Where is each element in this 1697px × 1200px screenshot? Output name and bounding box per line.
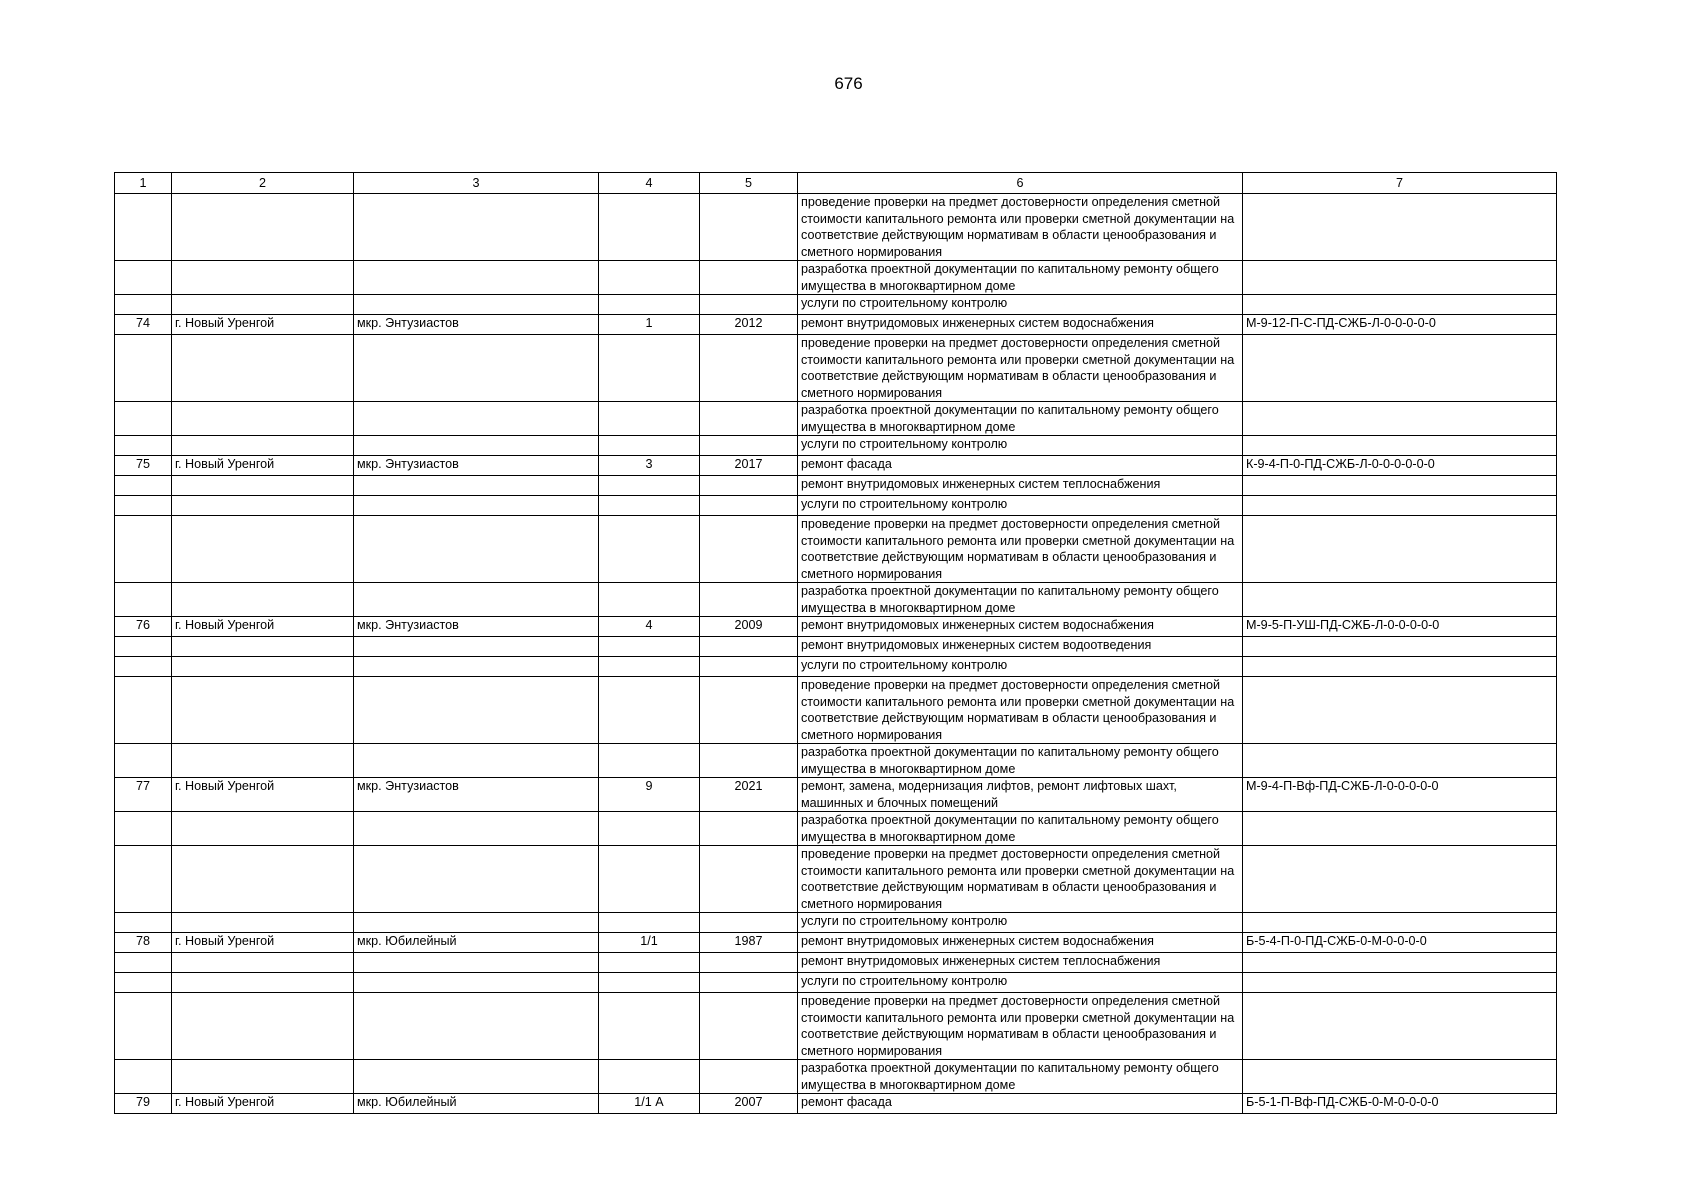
capital-repair-table — [114, 172, 1557, 1114]
cell-district — [354, 812, 599, 846]
cell-house-number — [599, 913, 700, 933]
cell-district — [354, 335, 599, 402]
cell-building-code — [1243, 583, 1557, 617]
table-row — [115, 402, 1557, 436]
cell-city — [172, 496, 354, 516]
cell-work-type: ремонт внутридомовых инженерных систем водоснабжения — [798, 933, 1243, 953]
column-header-6: 6 — [798, 173, 1243, 194]
cell-city — [172, 637, 354, 657]
table-row — [115, 194, 1557, 261]
table-row — [115, 295, 1557, 315]
cell-house-number — [599, 846, 700, 913]
cell-year — [700, 953, 798, 973]
cell-building-code: М-9-5-П-УШ-ПД-СЖБ-Л-0-0-0-0-0 — [1243, 617, 1557, 637]
cell-work-type: разработка проектной документации по капитальному ремонту общего имущества в многоквартирном доме — [798, 744, 1243, 778]
cell-building-code — [1243, 744, 1557, 778]
cell-city — [172, 1060, 354, 1094]
cell-house-number — [599, 583, 700, 617]
cell-year — [700, 846, 798, 913]
cell-house-number — [599, 496, 700, 516]
cell-house-number — [599, 476, 700, 496]
cell-house-number: 1/1 А — [599, 1094, 700, 1114]
cell-building-code: М-9-12-П-С-ПД-СЖБ-Л-0-0-0-0-0 — [1243, 315, 1557, 335]
cell-city — [172, 295, 354, 315]
cell-year — [700, 516, 798, 583]
table-row — [115, 993, 1557, 1060]
cell-city — [172, 583, 354, 617]
cell-district — [354, 583, 599, 617]
cell-work-type: разработка проектной документации по капитальному ремонту общего имущества в многоквартирном доме — [798, 583, 1243, 617]
cell-work-type: разработка проектной документации по капитальному ремонту общего имущества в многоквартирном доме — [798, 812, 1243, 846]
cell-city — [172, 261, 354, 295]
cell-building-code — [1243, 993, 1557, 1060]
cell-district — [354, 973, 599, 993]
table-body — [115, 173, 1557, 1114]
cell-house-number — [599, 261, 700, 295]
cell-year — [700, 335, 798, 402]
cell-district: мкр. Энтузиастов — [354, 456, 599, 476]
cell-work-type: услуги по строительному контролю — [798, 436, 1243, 456]
cell-work-type: услуги по строительному контролю — [798, 496, 1243, 516]
cell-city — [172, 993, 354, 1060]
cell-work-type: услуги по строительному контролю — [798, 973, 1243, 993]
cell-building-code — [1243, 496, 1557, 516]
cell-city — [172, 516, 354, 583]
cell-work-type: ремонт внутридомовых инженерных систем теплоснабжения — [798, 953, 1243, 973]
column-header-5: 5 — [700, 173, 798, 194]
cell-building-code — [1243, 677, 1557, 744]
cell-house-number — [599, 677, 700, 744]
cell-district: мкр. Энтузиастов — [354, 315, 599, 335]
cell-house-number — [599, 973, 700, 993]
cell-year — [700, 261, 798, 295]
cell-city — [172, 335, 354, 402]
cell-city — [172, 657, 354, 677]
cell-row-number — [115, 812, 172, 846]
cell-district — [354, 1060, 599, 1094]
cell-house-number — [599, 953, 700, 973]
cell-year — [700, 194, 798, 261]
cell-year — [700, 677, 798, 744]
cell-city — [172, 194, 354, 261]
cell-house-number: 4 — [599, 617, 700, 637]
cell-work-type: ремонт внутридомовых инженерных систем водоснабжения — [798, 617, 1243, 637]
table-row — [115, 744, 1557, 778]
column-header-4: 4 — [599, 173, 700, 194]
cell-city — [172, 913, 354, 933]
cell-row-number — [115, 953, 172, 973]
cell-building-code — [1243, 194, 1557, 261]
cell-year: 2009 — [700, 617, 798, 637]
cell-building-code — [1243, 476, 1557, 496]
cell-building-code — [1243, 953, 1557, 973]
cell-city: г. Новый Уренгой — [172, 778, 354, 812]
table-row — [115, 583, 1557, 617]
table-row — [115, 778, 1557, 812]
cell-city: г. Новый Уренгой — [172, 1094, 354, 1114]
cell-row-number — [115, 476, 172, 496]
table-row — [115, 677, 1557, 744]
cell-building-code: М-9-4-П-Вф-ПД-СЖБ-Л-0-0-0-0-0 — [1243, 778, 1557, 812]
cell-row-number: 74 — [115, 315, 172, 335]
column-header-7: 7 — [1243, 173, 1557, 194]
cell-year — [700, 402, 798, 436]
cell-building-code — [1243, 516, 1557, 583]
cell-row-number — [115, 744, 172, 778]
cell-row-number: 79 — [115, 1094, 172, 1114]
cell-city — [172, 476, 354, 496]
cell-year: 2007 — [700, 1094, 798, 1114]
cell-district — [354, 295, 599, 315]
cell-work-type: проведение проверки на предмет достоверности определения сметной стоимости капитального ремонта или проверки сметной документации на соответствие действующим нормативам в области ценообразования и сметного нормирования — [798, 993, 1243, 1060]
page-number: 676 — [834, 74, 863, 93]
cell-building-code — [1243, 846, 1557, 913]
cell-year — [700, 637, 798, 657]
cell-row-number: 78 — [115, 933, 172, 953]
cell-city — [172, 677, 354, 744]
cell-district — [354, 744, 599, 778]
cell-year: 2021 — [700, 778, 798, 812]
cell-city — [172, 744, 354, 778]
cell-work-type: услуги по строительному контролю — [798, 913, 1243, 933]
cell-district — [354, 637, 599, 657]
cell-house-number — [599, 993, 700, 1060]
table-row — [115, 496, 1557, 516]
table-row — [115, 617, 1557, 637]
cell-house-number — [599, 436, 700, 456]
cell-work-type: услуги по строительному контролю — [798, 295, 1243, 315]
cell-row-number — [115, 496, 172, 516]
cell-district — [354, 846, 599, 913]
table-row — [115, 476, 1557, 496]
cell-year — [700, 913, 798, 933]
cell-building-code — [1243, 295, 1557, 315]
cell-year — [700, 657, 798, 677]
table-row — [115, 973, 1557, 993]
cell-city — [172, 812, 354, 846]
table-row — [115, 657, 1557, 677]
cell-row-number: 75 — [115, 456, 172, 476]
cell-year — [700, 744, 798, 778]
cell-year — [700, 476, 798, 496]
cell-row-number — [115, 657, 172, 677]
cell-row-number — [115, 846, 172, 913]
cell-row-number — [115, 295, 172, 315]
table-row — [115, 516, 1557, 583]
cell-row-number: 76 — [115, 617, 172, 637]
table-row — [115, 456, 1557, 476]
cell-house-number: 3 — [599, 456, 700, 476]
cell-building-code — [1243, 402, 1557, 436]
cell-house-number — [599, 194, 700, 261]
cell-district — [354, 261, 599, 295]
cell-house-number: 9 — [599, 778, 700, 812]
cell-house-number: 1 — [599, 315, 700, 335]
cell-house-number — [599, 402, 700, 436]
cell-year — [700, 496, 798, 516]
cell-work-type: услуги по строительному контролю — [798, 657, 1243, 677]
cell-row-number — [115, 516, 172, 583]
cell-work-type: ремонт фасада — [798, 456, 1243, 476]
table-row — [115, 261, 1557, 295]
cell-row-number: 77 — [115, 778, 172, 812]
cell-row-number — [115, 973, 172, 993]
cell-row-number — [115, 993, 172, 1060]
cell-city — [172, 973, 354, 993]
cell-city: г. Новый Уренгой — [172, 315, 354, 335]
cell-work-type: проведение проверки на предмет достоверности определения сметной стоимости капитального ремонта или проверки сметной документации на соответствие действующим нормативам в области ценообразования и сметного нормирования — [798, 846, 1243, 913]
cell-year — [700, 812, 798, 846]
cell-district — [354, 953, 599, 973]
cell-work-type: ремонт внутридомовых инженерных систем водоотведения — [798, 637, 1243, 657]
column-header-3: 3 — [354, 173, 599, 194]
cell-year — [700, 1060, 798, 1094]
cell-district — [354, 496, 599, 516]
table-row — [115, 846, 1557, 913]
cell-year — [700, 436, 798, 456]
cell-city — [172, 953, 354, 973]
cell-city: г. Новый Уренгой — [172, 456, 354, 476]
table-row — [115, 933, 1557, 953]
cell-building-code — [1243, 637, 1557, 657]
cell-house-number — [599, 744, 700, 778]
cell-building-code — [1243, 657, 1557, 677]
cell-district — [354, 476, 599, 496]
cell-district — [354, 516, 599, 583]
cell-row-number — [115, 677, 172, 744]
cell-district: мкр. Юбилейный — [354, 933, 599, 953]
cell-city — [172, 846, 354, 913]
cell-work-type: проведение проверки на предмет достоверности определения сметной стоимости капитального ремонта или проверки сметной документации на соответствие действующим нормативам в области ценообразования и сметного нормирования — [798, 194, 1243, 261]
cell-row-number — [115, 1060, 172, 1094]
cell-year: 1987 — [700, 933, 798, 953]
cell-work-type: проведение проверки на предмет достоверности определения сметной стоимости капитального ремонта или проверки сметной документации на соответствие действующим нормативам в области ценообразования и сметного нормирования — [798, 516, 1243, 583]
cell-row-number — [115, 194, 172, 261]
table-row — [115, 812, 1557, 846]
cell-district — [354, 993, 599, 1060]
cell-building-code — [1243, 913, 1557, 933]
cell-building-code — [1243, 1060, 1557, 1094]
cell-row-number — [115, 583, 172, 617]
cell-year — [700, 583, 798, 617]
table-row — [115, 315, 1557, 335]
cell-work-type: разработка проектной документации по капитальному ремонту общего имущества в многоквартирном доме — [798, 402, 1243, 436]
cell-work-type: ремонт внутридомовых инженерных систем теплоснабжения — [798, 476, 1243, 496]
cell-row-number — [115, 436, 172, 456]
cell-year: 2012 — [700, 315, 798, 335]
cell-building-code — [1243, 812, 1557, 846]
cell-building-code — [1243, 335, 1557, 402]
cell-district — [354, 194, 599, 261]
cell-year — [700, 993, 798, 1060]
cell-year — [700, 973, 798, 993]
column-header-1: 1 — [115, 173, 172, 194]
cell-house-number — [599, 1060, 700, 1094]
cell-house-number — [599, 657, 700, 677]
cell-row-number — [115, 402, 172, 436]
cell-city: г. Новый Уренгой — [172, 933, 354, 953]
table-row — [115, 953, 1557, 973]
cell-city: г. Новый Уренгой — [172, 617, 354, 637]
table-row — [115, 1060, 1557, 1094]
table-row — [115, 436, 1557, 456]
table-row — [115, 1094, 1557, 1114]
cell-row-number — [115, 637, 172, 657]
cell-building-code — [1243, 973, 1557, 993]
cell-district: мкр. Энтузиастов — [354, 617, 599, 637]
cell-district — [354, 436, 599, 456]
cell-district — [354, 657, 599, 677]
cell-district: мкр. Энтузиастов — [354, 778, 599, 812]
cell-district — [354, 677, 599, 744]
cell-district: мкр. Юбилейный — [354, 1094, 599, 1114]
cell-district — [354, 913, 599, 933]
cell-row-number — [115, 913, 172, 933]
cell-year — [700, 295, 798, 315]
cell-row-number — [115, 335, 172, 402]
cell-building-code: Б-5-4-П-0-ПД-СЖБ-0-М-0-0-0-0 — [1243, 933, 1557, 953]
table-row — [115, 913, 1557, 933]
cell-work-type: проведение проверки на предмет достоверности определения сметной стоимости капитального ремонта или проверки сметной документации на соответствие действующим нормативам в области ценообразования и сметного нормирования — [798, 677, 1243, 744]
cell-row-number — [115, 261, 172, 295]
cell-building-code: Б-5-1-П-Вф-ПД-СЖБ-0-М-0-0-0-0 — [1243, 1094, 1557, 1114]
cell-house-number — [599, 516, 700, 583]
cell-year: 2017 — [700, 456, 798, 476]
cell-house-number — [599, 295, 700, 315]
cell-building-code — [1243, 436, 1557, 456]
column-header-2: 2 — [172, 173, 354, 194]
cell-city — [172, 436, 354, 456]
cell-work-type: ремонт, замена, модернизация лифтов, ремонт лифтовых шахт, машинных и блочных помещений — [798, 778, 1243, 812]
cell-house-number: 1/1 — [599, 933, 700, 953]
cell-district — [354, 402, 599, 436]
cell-house-number — [599, 812, 700, 846]
table-row — [115, 335, 1557, 402]
cell-work-type: ремонт фасада — [798, 1094, 1243, 1114]
cell-work-type: разработка проектной документации по капитальному ремонту общего имущества в многоквартирном доме — [798, 1060, 1243, 1094]
table-row — [115, 637, 1557, 657]
cell-building-code — [1243, 261, 1557, 295]
cell-work-type: ремонт внутридомовых инженерных систем водоснабжения — [798, 315, 1243, 335]
cell-house-number — [599, 637, 700, 657]
cell-city — [172, 402, 354, 436]
cell-building-code: К-9-4-П-0-ПД-СЖБ-Л-0-0-0-0-0-0 — [1243, 456, 1557, 476]
cell-work-type: разработка проектной документации по капитальному ремонту общего имущества в многоквартирном доме — [798, 261, 1243, 295]
table-header-row — [115, 173, 1557, 194]
cell-work-type: проведение проверки на предмет достоверности определения сметной стоимости капитального ремонта или проверки сметной документации на соответствие действующим нормативам в области ценообразования и сметного нормирования — [798, 335, 1243, 402]
cell-house-number — [599, 335, 700, 402]
